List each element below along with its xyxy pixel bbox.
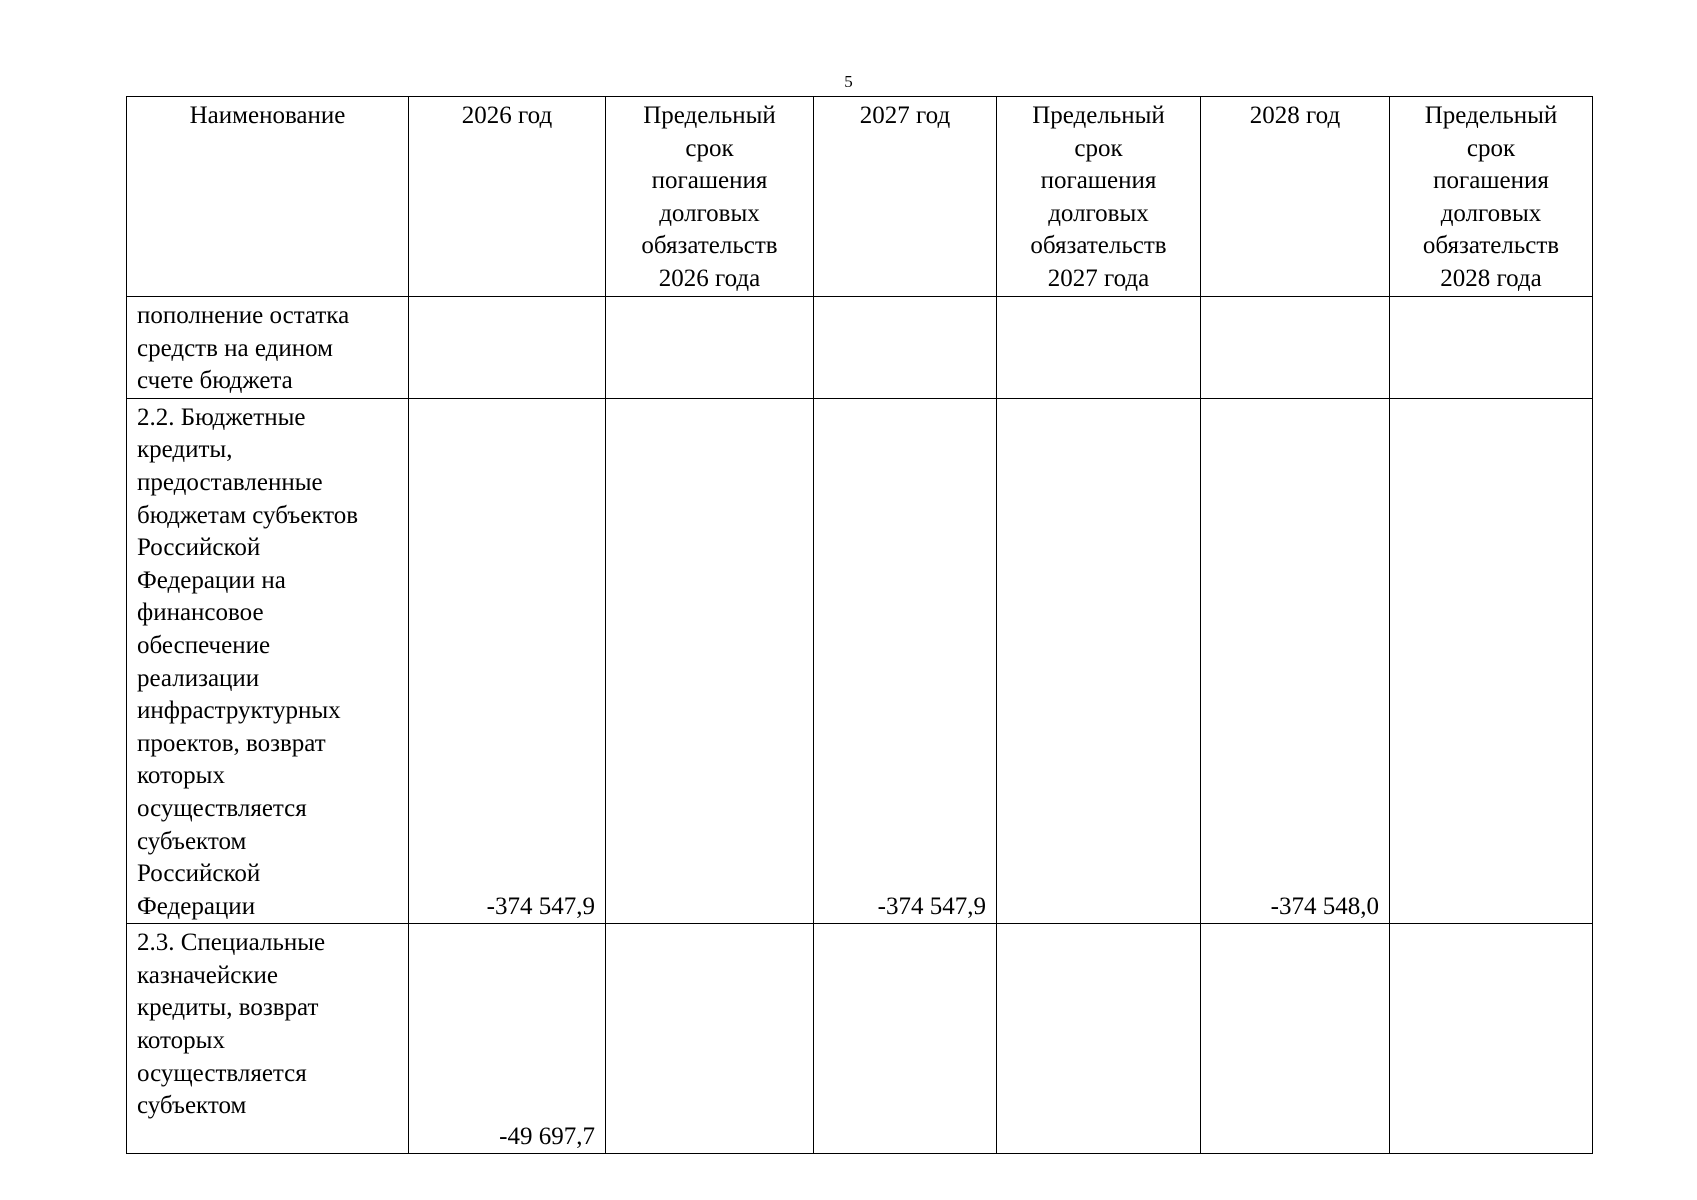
cell-line: срок [685, 134, 734, 162]
value-2027 [814, 924, 997, 1154]
header-name [127, 97, 409, 297]
header-term-2028 [1390, 97, 1593, 297]
cell-line: осуществляется [137, 1059, 307, 1087]
budget-table [126, 96, 1593, 1154]
cell-line: бюджетам субъектов [137, 501, 359, 529]
cell-line: 2026 год [461, 102, 553, 129]
cell-line: долговых [659, 199, 760, 227]
cell-line: Федерации [137, 892, 256, 920]
cell-line: пополнение остатка [137, 302, 350, 329]
cell-line: которых [137, 762, 225, 790]
cell-line: срок [1074, 134, 1123, 162]
cell-line: обеспечение [137, 631, 271, 659]
header-row [127, 97, 1593, 297]
cell-line: предоставленные [137, 468, 323, 496]
term-2026 [606, 398, 814, 924]
cell-line: 2027 года [1047, 264, 1150, 292]
value-2026 [409, 297, 606, 399]
cell-line: которых [137, 1027, 225, 1055]
value-2028 [1201, 924, 1390, 1154]
cell-line: Российской [137, 860, 261, 888]
value-2027 [814, 297, 997, 399]
term-2027 [997, 924, 1201, 1154]
table-row [127, 398, 1593, 924]
cell-line: осуществляется [137, 794, 307, 822]
cell-line: Предельный [1032, 102, 1165, 129]
term-2028 [1390, 398, 1593, 924]
term-2028 [1390, 924, 1593, 1154]
cell-line: Предельный [1424, 102, 1558, 129]
cell-line: 2.2. Бюджетные [137, 403, 306, 431]
cell-line: субъектом [137, 1092, 247, 1120]
table-row [127, 924, 1593, 1154]
term-2027 [997, 398, 1201, 924]
value-2026: -49 697,7 [409, 924, 606, 1154]
cell-line: инфраструктурных [137, 697, 341, 725]
term-2026 [606, 924, 814, 1154]
term-2027 [997, 297, 1201, 399]
cell-line: обязательств [641, 232, 778, 260]
page-number: 5 [844, 72, 853, 91]
cell-line: погашения [1040, 167, 1157, 195]
cell-line: Российской [137, 534, 261, 562]
cell-line: Федерации на [137, 566, 286, 594]
cell-line: средств на едином [137, 334, 333, 362]
cell-line: кредиты, возврат [137, 994, 319, 1022]
header-year-2026 [409, 97, 606, 297]
cell-line: реализации [137, 664, 260, 692]
header-term-2027 [997, 97, 1201, 297]
value-2026: -374 547,9 [409, 398, 606, 924]
cell-line: 2027 год [859, 102, 951, 129]
cell-line: долговых [1048, 199, 1149, 227]
cell-line: обязательств [1030, 232, 1167, 260]
cell-line: Наименование [189, 102, 346, 129]
cell-line: Предельный [643, 102, 776, 129]
cell-line: кредиты, [137, 436, 233, 464]
header-year-2027 [814, 97, 997, 297]
header-term-2026 [606, 97, 814, 297]
row-name [127, 398, 409, 924]
cell-line: 2028 год [1249, 102, 1341, 129]
value-2028 [1201, 297, 1390, 399]
term-2028 [1390, 297, 1593, 399]
cell-line: погашения [651, 167, 768, 195]
cell-line: долговых [1440, 199, 1542, 227]
term-2026 [606, 297, 814, 399]
cell-line: счете бюджета [137, 367, 293, 395]
value-2027: -374 547,9 [814, 398, 997, 924]
row-name [127, 297, 409, 399]
cell-line: 2.3. Специальные [137, 929, 326, 957]
cell-line: казначейские [137, 961, 278, 989]
header-year-2028 [1201, 97, 1390, 297]
row-name [127, 924, 409, 1154]
cell-line: 2028 года [1440, 264, 1542, 292]
table-row [127, 297, 1593, 399]
cell-line: проектов, возврат [137, 729, 326, 757]
cell-line: финансовое [137, 599, 264, 627]
cell-line: субъектом [137, 827, 247, 855]
cell-line: 2026 года [658, 264, 761, 292]
cell-line: обязательств [1422, 232, 1560, 260]
value-2028: -374 548,0 [1201, 398, 1390, 924]
cell-line: погашения [1433, 167, 1549, 195]
cell-line: срок [1466, 134, 1516, 162]
